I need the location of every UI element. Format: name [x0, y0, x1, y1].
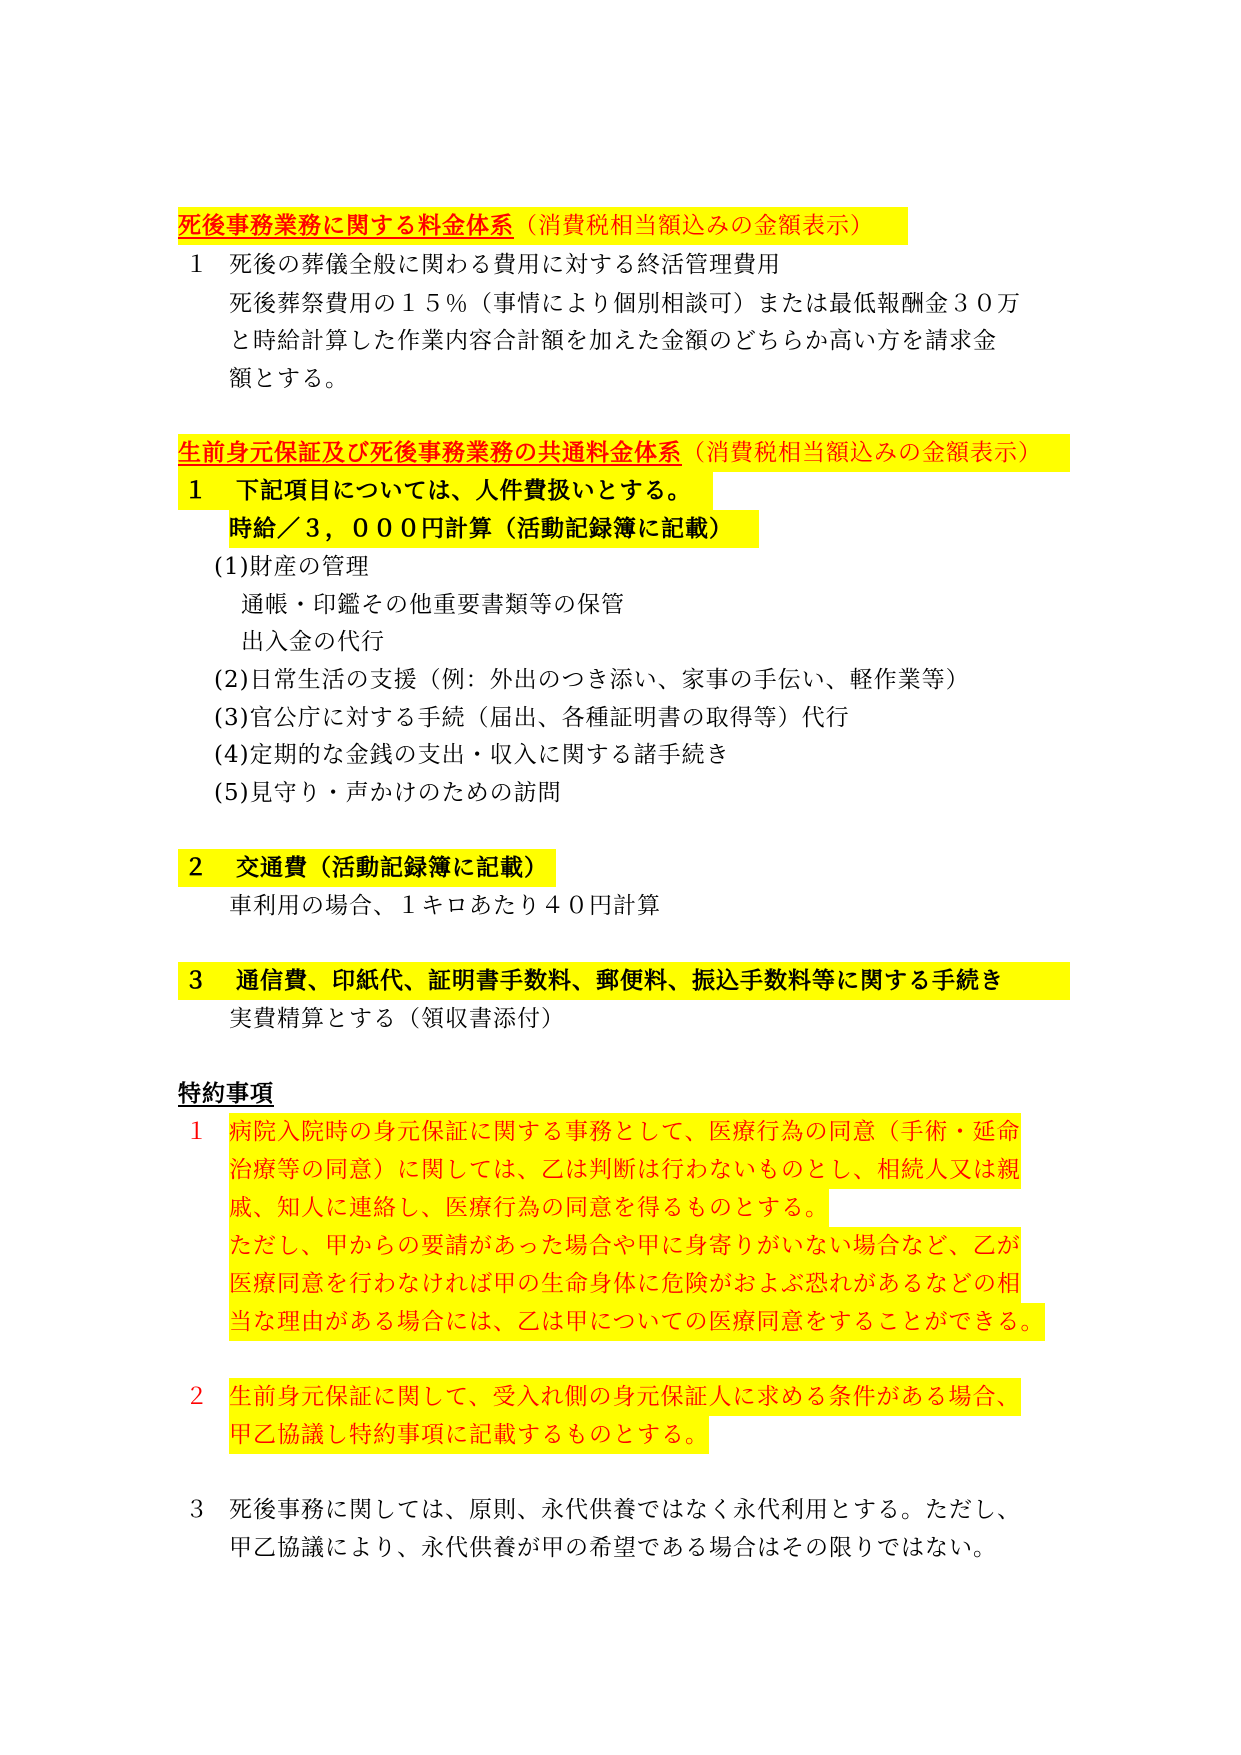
section1-item1-line: と時給計算した作業内容合計額を加えた金額のどちらか高い方を請求金 — [229, 328, 997, 354]
section2-item1-text: 下記項目については、人件費扱いとする。 — [236, 477, 692, 504]
section1-heading — [178, 207, 908, 245]
section1-note: （消費税相当額込みの金額表示） — [514, 213, 874, 239]
section2-item1-rate: 時給／３，０００円計算（活動記録簿に記載） — [229, 510, 759, 548]
section2-item2-text: 交通費（活動記録簿に記載） — [236, 854, 548, 881]
section3-item1-line: ただし、甲からの要請があった場合や甲に身寄りがいない場合など、乙が — [229, 1227, 1021, 1265]
section3-item2-num: ２ — [185, 1384, 209, 1410]
section2-item3-num: ３ — [184, 967, 208, 994]
section2-item2-detail: 車利用の場合、１キロあたり４０円計算 — [229, 893, 661, 919]
section2-title: 生前身元保証及び死後事務業務の共通料金体系 — [178, 439, 682, 466]
section2-subitem: (2)日常生活の支援（例：外出のつき添い、家事の手伝い、軽作業等） — [214, 667, 970, 693]
section2-item2-row — [178, 849, 556, 887]
section3-item1-line: 当な理由がある場合には、乙は甲についての医療同意をすることができる。 — [229, 1303, 1045, 1341]
section3-title: 特約事項 — [178, 1080, 274, 1107]
section2-subitem: (5)見守り・声かけのための訪問 — [214, 780, 562, 806]
section2-item1-num: １ — [184, 477, 208, 504]
section3-item2-line: 生前身元保証に関して、受入れ側の身元保証人に求める条件がある場合、 — [229, 1378, 1021, 1416]
section2-subitem: 出入金の代行 — [241, 629, 385, 655]
section2-item3-row — [178, 962, 1070, 1000]
section2-heading — [178, 434, 1070, 472]
section2-subitem: (3)官公庁に対する手続（届出、各種証明書の取得等）代行 — [214, 705, 850, 731]
section3-item1-line: 戚、知人に連絡し、医療行為の同意を得るものとする。 — [229, 1189, 829, 1227]
section2-item2-num: ２ — [184, 854, 208, 881]
section3-item3-num: ３ — [185, 1497, 209, 1523]
section3-item3-line: 死後事務に関しては、原則、永代供養ではなく永代利用とする。ただし、 — [229, 1497, 1021, 1523]
section3-item2-line: 甲乙協議し特約事項に記載するものとする。 — [229, 1416, 709, 1454]
section3-item1-num: １ — [185, 1119, 209, 1145]
section1-item1-line: 死後葬祭費用の１５％（事情により個別相談可）または最低報酬金３０万 — [229, 291, 1021, 317]
section3-item1-line: 病院入院時の身元保証に関する事務として、医療行為の同意（手術・延命 — [229, 1113, 1021, 1151]
section1-title: 死後事務業務に関する料金体系 — [178, 212, 514, 239]
section2-note: （消費税相当額込みの金額表示） — [682, 440, 1042, 466]
section2-subitem: 通帳・印鑑その他重要書類等の保管 — [241, 592, 625, 618]
section1-item1-num: １ — [185, 252, 209, 278]
section2-subitem: (4)定期的な金銭の支出・収入に関する諸手続き — [214, 742, 730, 768]
section1-item1-line: 額とする。 — [229, 366, 349, 392]
section3-item3-line: 甲乙協議により、永代供養が甲の希望である場合はその限りではない。 — [229, 1535, 997, 1561]
section3-item1-line: 医療同意を行わなければ甲の生命身体に危険がおよぶ恐れがあるなどの相 — [229, 1265, 1021, 1303]
section3-item1-line: 治療等の同意）に関しては、乙は判断は行わないものとし、相続人又は親 — [229, 1151, 1021, 1189]
section1-item1-line: 死後の葬儀全般に関わる費用に対する終活管理費用 — [229, 252, 781, 278]
section2-subitem: (1)財産の管理 — [214, 554, 370, 580]
section2-item3-text: 通信費、印紙代、証明書手数料、郵便料、振込手数料等に関する手続き — [236, 967, 1004, 994]
section2-item1-row — [178, 472, 713, 510]
section2-item3-detail: 実費精算とする（領収書添付） — [229, 1006, 565, 1032]
